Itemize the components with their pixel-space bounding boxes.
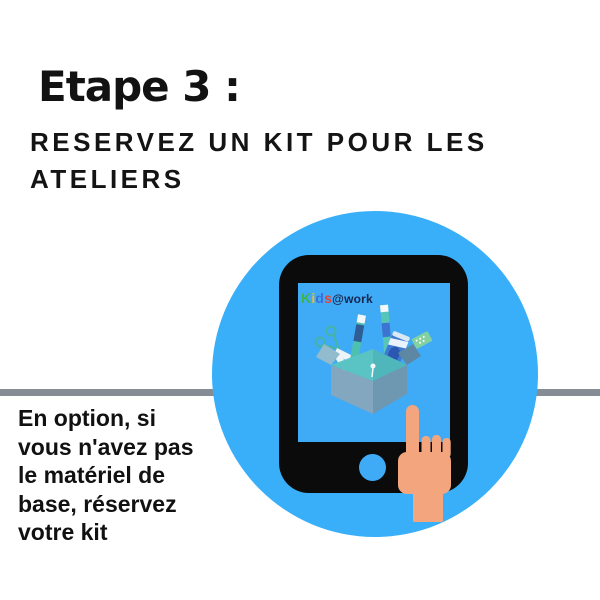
home-button (359, 454, 386, 481)
note-line: En option, si (18, 405, 156, 431)
logo-suffix: @work (332, 292, 373, 306)
logo-letter: i (311, 290, 316, 306)
logo-letter: d (315, 290, 325, 306)
pointing-hand-icon (396, 404, 454, 522)
subtitle (30, 124, 488, 198)
side-note (18, 404, 194, 547)
supplies-box-illustration (312, 302, 432, 417)
subtitle-line: ATELIERS (30, 164, 185, 194)
logo-letter: K (301, 290, 312, 306)
subtitle-line: RESERVEZ UN KIT POUR LES (30, 127, 488, 157)
logo-letter: s (324, 290, 333, 306)
note-line: vous n'avez pas (18, 433, 194, 460)
note-line: base, réservez (18, 490, 177, 517)
blue-circle-backdrop (212, 211, 538, 537)
note-line: votre kit (18, 519, 108, 545)
step-title: Etape 3 : (38, 62, 240, 111)
note-line: le matériel de (18, 462, 166, 488)
